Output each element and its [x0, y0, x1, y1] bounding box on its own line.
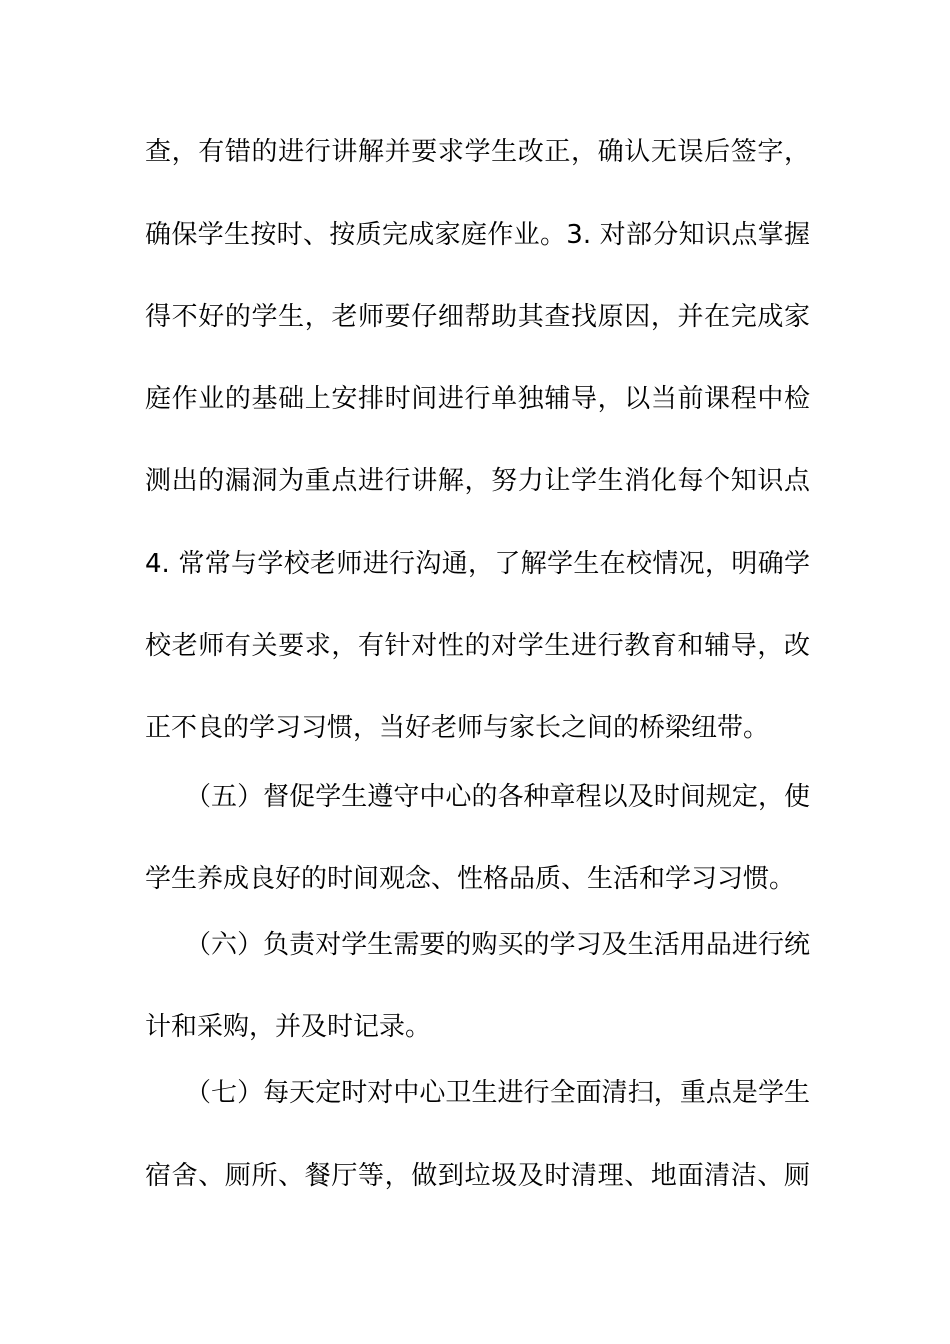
text-line: 正不良的学习习惯，当好老师与家长之间的桥梁纽带。	[145, 713, 770, 743]
text-line: 测出的漏洞为重点进行讲解，努力让学生消化每个知识点	[145, 466, 810, 496]
text-line: 计和采购，并及时记录。	[145, 1012, 432, 1042]
paragraph-heading-5: （五）督促学生遵守中心的各种章程以及时间规定，使	[185, 782, 810, 812]
text-line: 学生养成良好的时间观念、性格品质、生活和学习习惯。	[145, 864, 796, 894]
text-line: 查，有错的进行讲解并要求学生改正，确认无误后签字，	[145, 137, 810, 167]
text-line: 得不好的学生，老师要仔细帮助其查找原因，并在完成家	[145, 302, 810, 332]
text-line: 校老师有关要求，有针对性的对学生进行教育和辅导，改	[145, 631, 810, 661]
paragraph-heading-6: （六）负责对学生需要的购买的学习及生活用品进行统	[185, 930, 810, 960]
text-line: 确保学生按时、按质完成家庭作业。3. 对部分知识点掌握	[145, 220, 810, 250]
text-line: 4. 常常与学校老师进行沟通，了解学生在校情况，明确学	[145, 549, 810, 579]
text-line: 宿舍、厕所、餐厅等，做到垃圾及时清理、地面清洁、厕	[145, 1161, 810, 1191]
text-line: 庭作业的基础上安排时间进行单独辅导，以当前课程中检	[145, 384, 810, 414]
paragraph-heading-7: （七）每天定时对中心卫生进行全面清扫，重点是学生	[185, 1078, 810, 1108]
